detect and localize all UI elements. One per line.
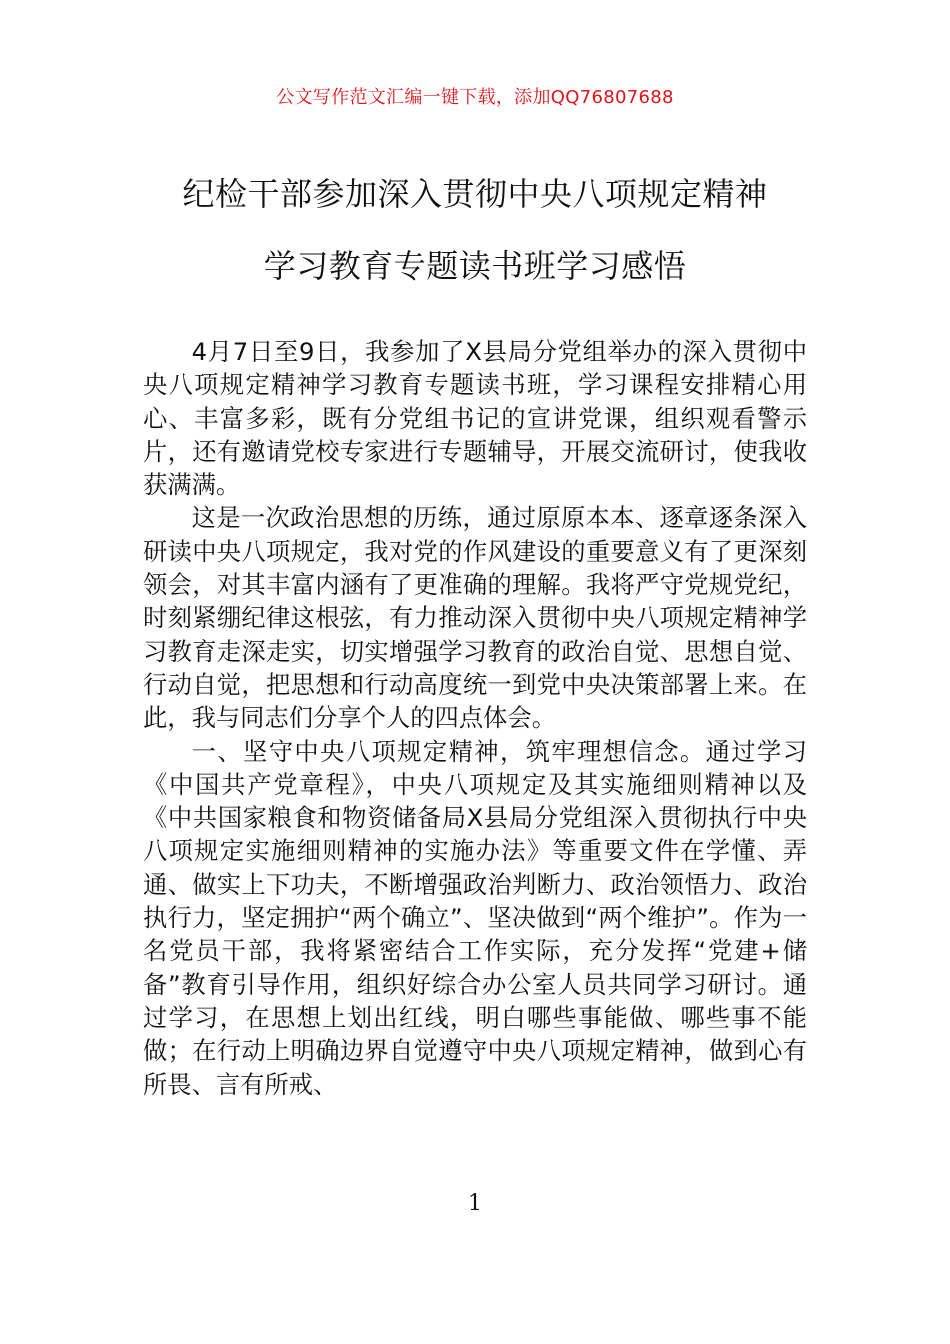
page-number: 1 <box>468 1191 482 1216</box>
document-body <box>143 335 807 1101</box>
document-title-line-1: 纪检干部参加深入贯彻中央八项规定精神 <box>182 175 768 213</box>
paragraph-2: 这是一次政治思想的历练，通过原原本本、逐章逐条深入研读中央八项规定，我对党的作风建设的重要意义有了更深刻领会，对其丰富内涵有了更准确的理解。我将严守党规党纪，时刻紧绷纪律这根弦，有力推动深入贯彻中央八项规定精神学习教育走深走实，切实增强学习教育的政治自觉、思想自觉、行动自觉，把思想和行动高度统一到党中央决策部署上来。在此，我与同志们分享个人的四点体会。 <box>143 503 807 733</box>
paragraph-1: 4月7日至9日，我参加了X县局分党组举办的深入贯彻中央八项规定精神学习教育专题读书班，学习课程安排精心用心、丰富多彩，既有分党组书记的宣讲党课，组织观看警示片，还有邀请党校专家进行专题辅导，开展交流研讨，使我收获满满。 <box>143 337 807 500</box>
download-notice: 公文写作范文汇编一键下载，添加QQ76807688 <box>276 87 674 108</box>
document-title-line-2: 学习教育专题读书班学习感悟 <box>263 247 687 285</box>
paragraph-3: 一、坚守中央八项规定精神，筑牢理想信念。通过学习《中国共产党章程》，中央八项规定及其实施细则精神以及《中共国家粮食和物资储备局X县局分党组深入贯彻执行中央八项规定实施细则精神的实施办法》等重要文件在学懂、弄通、做实上下功夫，不断增强政治判断力、政治领悟力、政治执行力，坚定拥护“两个确立”、坚决做到“两个维护”。作为一名党员干部，我将紧密结合工作实际，充分发挥“党建+储备”教育引导作用，组织好综合办公室人员共同学习研讨。通过学习，在思想上划出红线，明白哪些事能做、哪些事不能做；在行动上明确边界自觉遵守中央八项规定精神，做到心有所畏、言有所戒、 <box>143 736 807 1099</box>
